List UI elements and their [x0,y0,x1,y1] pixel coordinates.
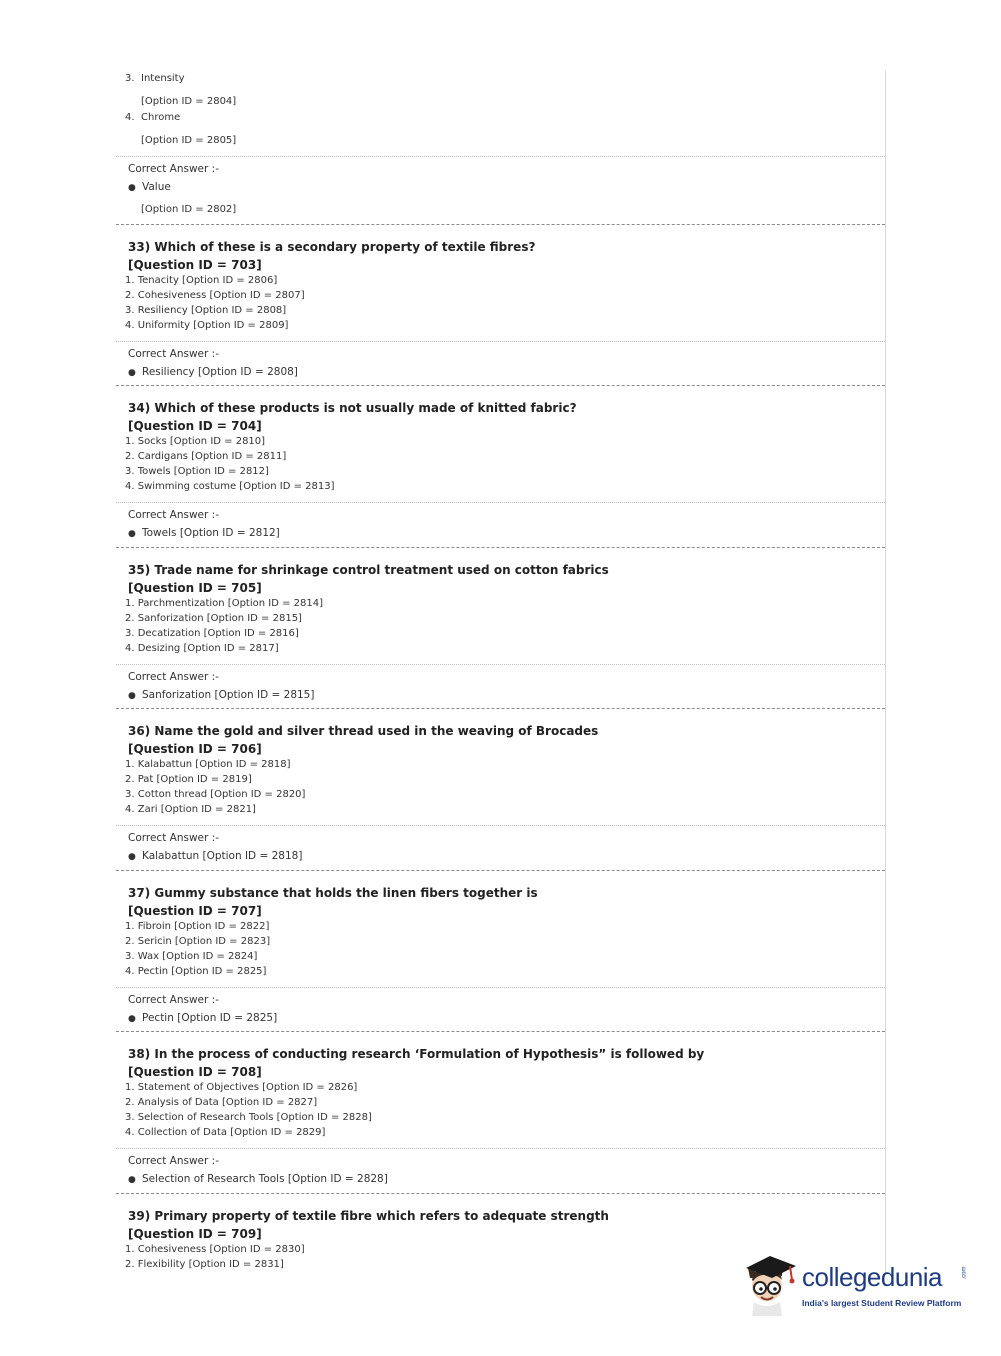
question-title: 33) Which of these is a secondary property of textile fibres? [128,240,536,254]
question-title: 38) In the process of conducting research ‘Formulation of Hypothesis” is followed by [128,1047,705,1061]
question-separator [116,547,885,548]
divider [116,1148,885,1149]
option: 3. Selection of Research Tools [Option ID = 2828] [125,1112,372,1123]
option-4: 4. Chrome [125,112,181,123]
option: 3. Decatization [Option ID = 2816] [125,628,299,639]
question-separator [116,1031,885,1032]
divider [116,664,885,665]
option: 4. Desizing [Option ID = 2817] [125,643,279,654]
correct-answer: ● Selection of Research Tools [Option ID = 2828] [128,1173,388,1185]
divider [116,987,885,988]
option: 3. Resiliency [Option ID = 2808] [125,305,287,316]
divider [116,341,885,342]
option: 2. Flexibility [Option ID = 2831] [125,1259,284,1270]
option: 2. Cardigans [Option ID = 2811] [125,451,287,462]
correct-answer-label: Correct Answer :- [128,348,219,360]
option: 4. Pectin [Option ID = 2825] [125,966,267,977]
option: 2. Pat [Option ID = 2819] [125,774,252,785]
option-4-id: [Option ID = 2805] [141,135,237,146]
question-separator [116,385,885,386]
correct-answer-label: Correct Answer :- [128,509,219,521]
correct-answer-id: [Option ID = 2802] [141,204,237,215]
option-3: 3. Intensity [125,73,185,84]
option: 2. Sericin [Option ID = 2823] [125,936,271,947]
question-title: 34) Which of these products is not usually made of knitted fabric? [128,401,577,415]
question-title: 35) Trade name for shrinkage control treatment used on cotton fabrics [128,563,609,577]
question-id: [Question ID = 707] [128,904,262,918]
option: 1. Tenacity [Option ID = 2806] [125,275,278,286]
question-separator [116,1193,885,1194]
logo-domain-suffix: .com [961,1266,968,1280]
collegedunia-logo[interactable] [740,1248,970,1320]
divider [116,825,885,826]
bullet-icon: ● [128,1014,136,1024]
logo-wordmark: collegedunia [802,1262,943,1292]
correct-answer: ● Resiliency [Option ID = 2808] [128,366,298,378]
option: 3. Wax [Option ID = 2824] [125,951,258,962]
question-title: 36) Name the gold and silver thread used in the weaving of Brocades [128,724,599,738]
question-id: [Question ID = 708] [128,1065,262,1079]
question-id: [Question ID = 703] [128,258,262,272]
option: 4. Swimming costume [Option ID = 2813] [125,481,335,492]
correct-answer-label: Correct Answer :- [128,832,219,844]
option: 4. Collection of Data [Option ID = 2829] [125,1127,326,1138]
question-paper [116,70,886,1274]
bullet-icon: ● [128,691,136,701]
divider [116,156,885,157]
bullet-icon: ● [128,852,136,862]
question-separator [116,870,885,871]
correct-answer: ● Towels [Option ID = 2812] [128,527,280,539]
option: 2. Sanforization [Option ID = 2815] [125,613,302,624]
question-title: 39) Primary property of textile fibre which refers to adequate strength [128,1209,609,1223]
option: 2. Cohesiveness [Option ID = 2807] [125,290,305,301]
option: 1. Statement of Objectives [Option ID = 2826] [125,1082,358,1093]
option-3-id: [Option ID = 2804] [141,96,237,107]
bullet-icon: ● [128,368,136,378]
option: 3. Towels [Option ID = 2812] [125,466,269,477]
correct-answer-label: Correct Answer :- [128,994,219,1006]
option: 3. Cotton thread [Option ID = 2820] [125,789,306,800]
correct-answer: ● Kalabattun [Option ID = 2818] [128,850,303,862]
option: 1. Kalabattun [Option ID = 2818] [125,759,291,770]
question-id: [Question ID = 704] [128,419,262,433]
option: 1. Fibroin [Option ID = 2822] [125,921,270,932]
question-separator [116,708,885,709]
option: 1. Parchmentization [Option ID = 2814] [125,598,323,609]
question-separator [116,224,885,225]
option: 1. Socks [Option ID = 2810] [125,436,266,447]
correct-answer: ● Sanforization [Option ID = 2815] [128,689,315,701]
correct-answer: ● Value [128,181,171,193]
correct-answer-label: Correct Answer :- [128,163,219,175]
option: 2. Analysis of Data [Option ID = 2827] [125,1097,318,1108]
correct-answer: ● Pectin [Option ID = 2825] [128,1012,278,1024]
logo-tagline: India's largest Student Review Platform [802,1298,962,1308]
divider [116,502,885,503]
question-id: [Question ID = 705] [128,581,262,595]
question-id: [Question ID = 709] [128,1227,262,1241]
question-id: [Question ID = 706] [128,742,262,756]
correct-answer-label: Correct Answer :- [128,1155,219,1167]
correct-answer-label: Correct Answer :- [128,671,219,683]
mascot-graduation-cap-icon [740,1248,802,1318]
bullet-icon: ● [128,529,136,539]
bullet-icon: ● [128,1175,136,1185]
bullet-icon: ● [128,183,136,193]
option: 4. Uniformity [Option ID = 2809] [125,320,289,331]
option: 4. Zari [Option ID = 2821] [125,804,256,815]
question-title: 37) Gummy substance that holds the linen fibers together is [128,886,538,900]
option: 1. Cohesiveness [Option ID = 2830] [125,1244,305,1255]
